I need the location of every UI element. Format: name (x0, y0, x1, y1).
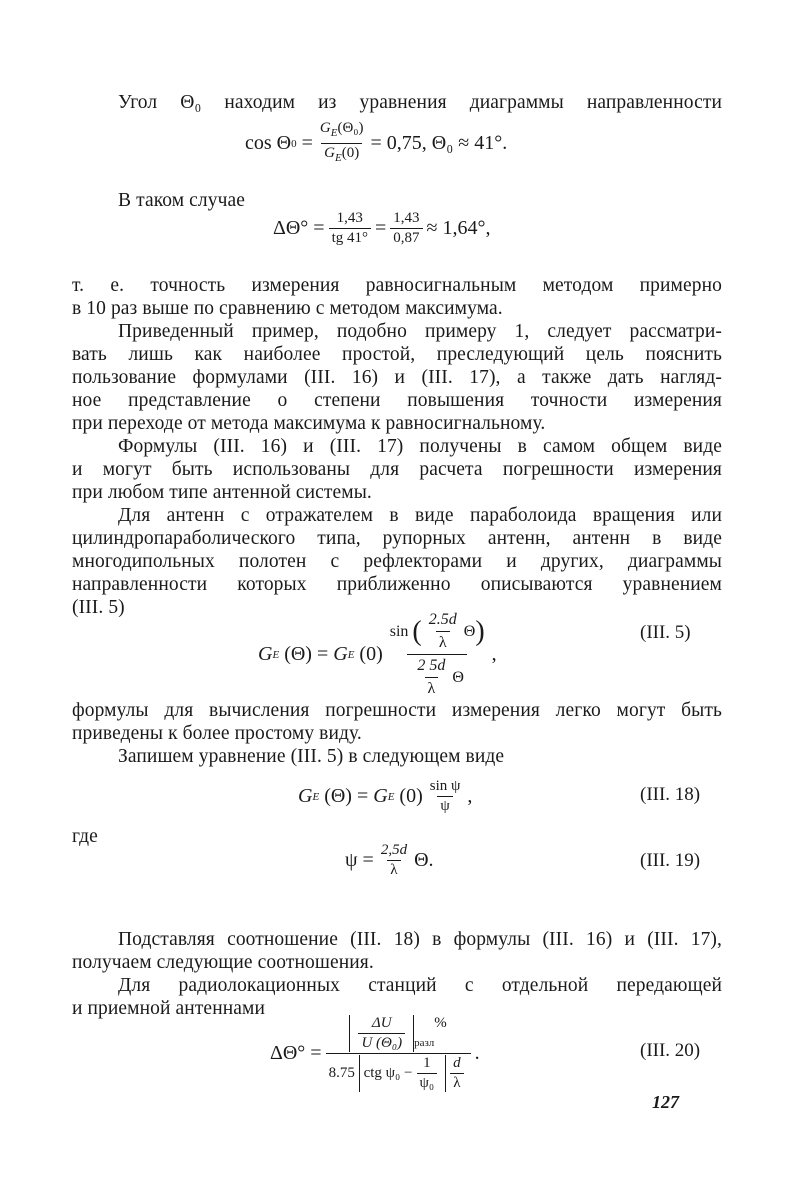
text-line: Угол Θ₀ находим из уравнения диаграммы направленности (118, 92, 722, 113)
text-line: вать лишь как наиболее простой, преследующий цель пояснить (72, 344, 722, 365)
eq-lhs: ΔΘ° = (270, 1042, 322, 1064)
text-line: и приемной антеннами (72, 998, 265, 1019)
eq-rhs: ≈ 1,64°, (426, 217, 491, 239)
eq-g0: (0) (399, 785, 423, 807)
eq-lambda: λ (450, 1073, 463, 1092)
text-line: Приведенный пример, подобно примеру 1, следует рассматри- (118, 321, 722, 342)
eq-den-den: λ (425, 677, 439, 699)
fraction (390, 210, 422, 247)
eq-tail: , (467, 785, 473, 807)
text-line: направленности которых приближенно описываются уравнением (72, 574, 722, 595)
text-line: Запишем уравнение (III. 5) в следующем виде (118, 746, 505, 767)
eq-percent: % (434, 1015, 447, 1031)
eq-tail: . (474, 1042, 480, 1064)
text-line: т. е. точность измерения равносигнальным методом примерно (72, 275, 722, 296)
eq-sub: E (330, 127, 338, 139)
eq-num: 2,5d (380, 842, 408, 858)
eq-rhs: = 0,75, Θ₀ ≈ 41°. (370, 132, 508, 154)
eq-one: 1 (423, 1055, 431, 1071)
equation-iii-5: G E (Θ) = G E (0) sin ( $\frac{2.5d}{\lambda}$ Θ ) $\frac{2 5d}{\lambda}$ Θ , (258, 611, 497, 697)
eq-lhs: ΔΘ° = (273, 217, 325, 239)
text-line: где (72, 826, 98, 847)
equation-iii-19 (345, 842, 434, 879)
fraction (427, 778, 464, 815)
text-line: получаем следующие соотношения. (72, 952, 374, 973)
fraction-inner (417, 1055, 438, 1092)
eq-den: λ (387, 860, 400, 879)
eq-du: ΔU (371, 1015, 392, 1031)
equation-number: (III. 5) (640, 622, 691, 643)
text-line: В таком случае (118, 190, 246, 211)
fraction-inner (426, 610, 460, 653)
eq-sub-razl: разл (414, 1037, 435, 1049)
fraction-inner (358, 1015, 405, 1052)
eq-psi: ψ₀ (417, 1073, 438, 1092)
text-line: Для радиолокационных станций с отдельной передающей (118, 975, 722, 996)
text-line: и могут быть использованы для расчета погрешности измерения (72, 459, 722, 480)
fraction: $\frac{G_E(\Theta_0)}{G_E(0)}$ (317, 120, 367, 167)
text-line: Формулы (III. 16) и (III. 17) получены в самом общем виде (118, 436, 722, 457)
eq-lhs: (Θ) = (324, 785, 369, 807)
eq-den-theta: Θ (452, 668, 464, 686)
eq-lhs: ψ = (345, 849, 374, 871)
equation-delta-theta: ΔΘ° = $\frac{1,43}{tg 41^\circ}$ = $\frac{1,43}{0,87}$ ≈ 1,64°, (273, 210, 491, 246)
eq-num-arg: (Θ₀) (337, 120, 364, 136)
text-line: Подставляя соотношение (III. 18) в формулы (III. 16) и (III. 17), (118, 929, 722, 950)
eq-den-num: 2 5d (417, 657, 446, 674)
eq-u: U (Θ₀) (358, 1033, 405, 1052)
eq-den: ψ (437, 796, 452, 815)
eq-den: G (324, 145, 336, 161)
equation-number: (III. 20) (640, 1040, 701, 1061)
eq-den-arg: (0) (341, 145, 360, 161)
eq-num: sin ψ (429, 778, 461, 794)
eq-lhs: (Θ) = (284, 643, 329, 665)
eq-tail: Θ. (414, 849, 434, 871)
fraction: sin ( $\frac{2.5d}{\lambda}$ Θ ) $\frac{2 5d}{\lambda}$ Θ (389, 611, 485, 697)
text-line: многодипольных полотен с рефлекторами и других, диаграммы (72, 551, 722, 572)
fraction-inner (450, 1055, 464, 1092)
text-line: приведены к более простому виду. (72, 723, 362, 744)
fraction (329, 210, 371, 247)
equation-cos-theta: cos Θ 0 = $\frac{G_E(\Theta_0)}{G_E(0)}$ = 0,75, Θ₀ ≈ 41°. (245, 120, 507, 167)
fraction (326, 1015, 471, 1092)
equation-iii-18: G E (Θ) = G E (0) $\frac{\text{sin ψ}}{\psi}$ , (298, 778, 473, 814)
text-line: в 10 раз выше по сравнению с методом максимума. (72, 298, 503, 319)
page-number: 127 (652, 1092, 679, 1112)
fraction-inner (414, 656, 448, 699)
text-line: цилиндропараболического типа, рупорных антенн, антенн в виде (72, 528, 722, 549)
text-line: формулы для вычисления погрешности измерения легко могут быть (72, 700, 722, 721)
text-line: при любом типе антенной системы. (72, 482, 372, 503)
eq-tail: , (491, 643, 497, 665)
eq-num: 1,43 (336, 210, 363, 226)
equation-number: (III. 18) (640, 784, 701, 805)
eq-den: 0,87 (390, 228, 422, 247)
eq-theta: Θ (463, 622, 476, 640)
eq-g0: (0) (359, 643, 383, 665)
equation-number: (III. 19) (640, 850, 701, 871)
fraction (378, 842, 410, 879)
eq-inner-den: λ (436, 631, 450, 653)
eq-lhs: cos Θ (245, 132, 292, 154)
text-line: при переходе от метода максимума к равносигнальному. (72, 413, 546, 434)
eq-inner-num: 2.5d (428, 611, 457, 628)
text-line: Для антенн с отражателем в виде параболоида вращения или (118, 505, 722, 526)
text-line: пользование формулами (III. 16) и (III. 17), а также дать нагляд- (72, 367, 722, 388)
eq-coef: 8.75 (328, 1065, 355, 1081)
text-line: (III. 5) (72, 597, 125, 618)
eq-num: 1,43 (393, 210, 420, 226)
eq-sin: sin (389, 622, 409, 640)
text-line: ное представление о степени повышения точности измерения (72, 390, 722, 411)
eq-den: tg 41° (329, 228, 371, 247)
eq-ctg: ctg ψ₀ − (363, 1065, 413, 1081)
equation-iii-20 (270, 1015, 480, 1092)
eq-num: G (319, 120, 331, 136)
eq-d: d (453, 1055, 461, 1071)
